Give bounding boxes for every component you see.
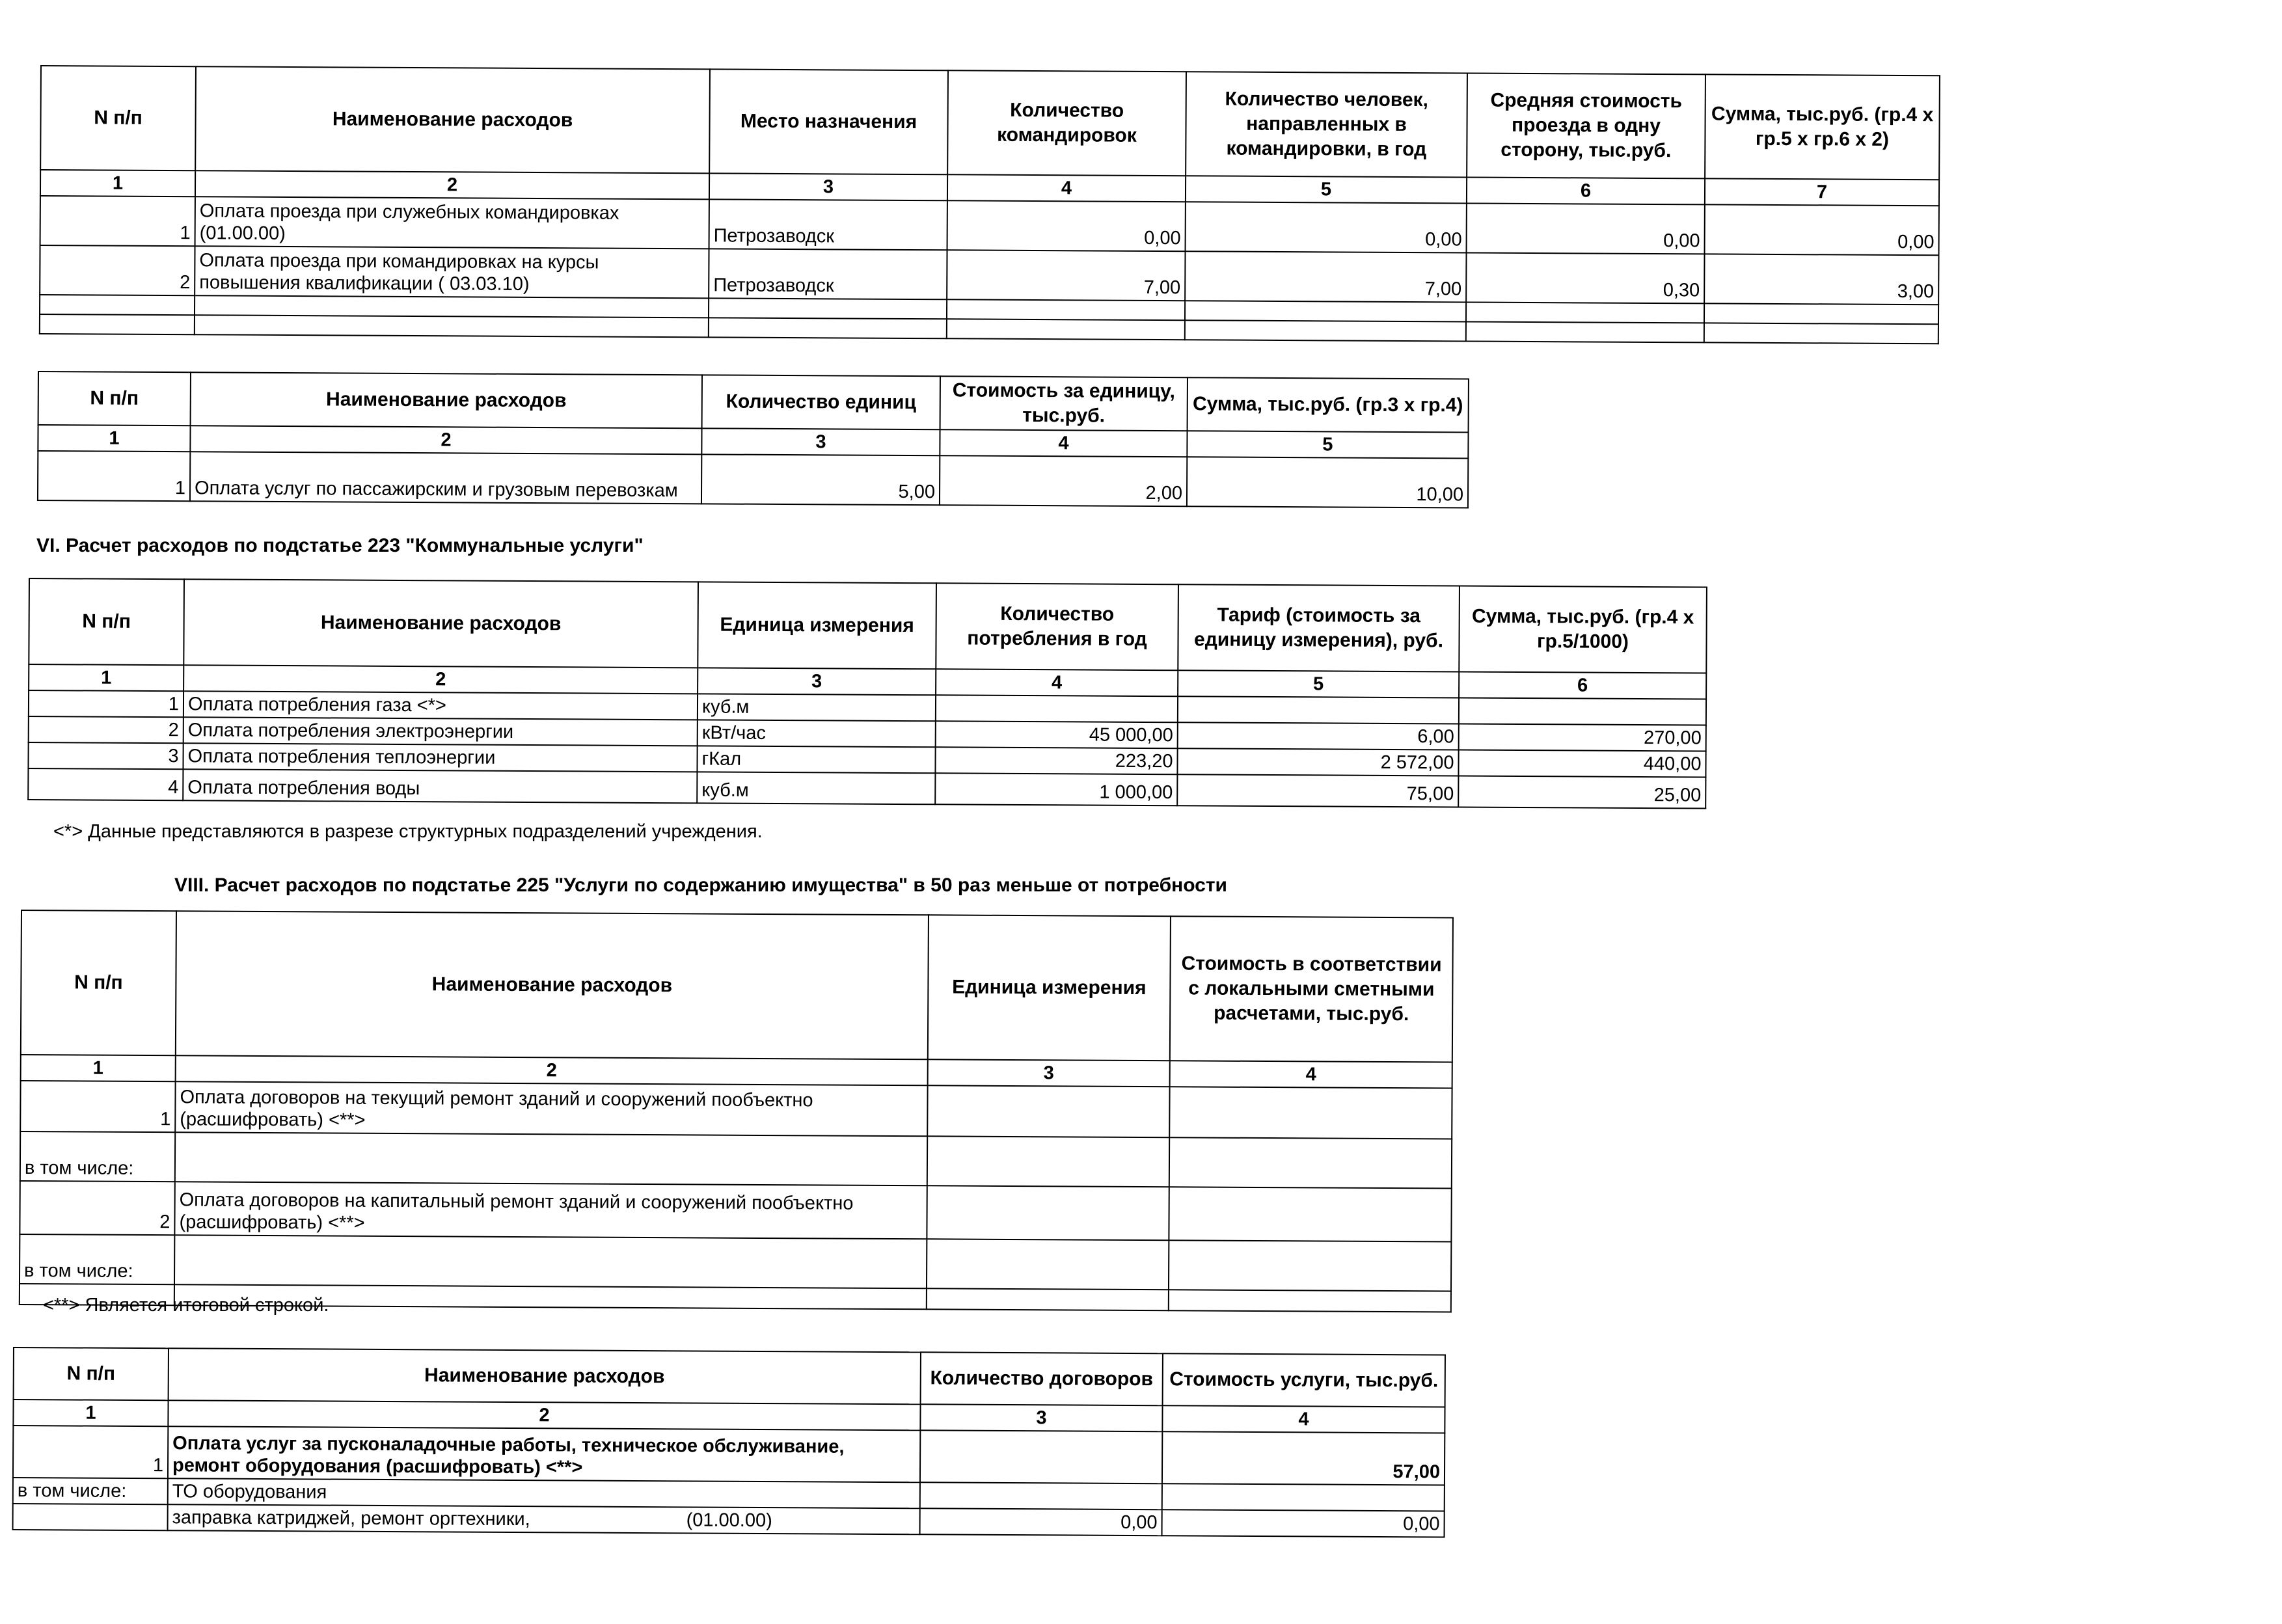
header-trips: Количество командировок (947, 70, 1186, 176)
section-8-title: VIII. Расчет расходов по подстатье 225 "Услуги по содержанию имущества" в 50 раз меньше от потребности (174, 874, 1227, 896)
header-qty: Количество договоров (921, 1352, 1163, 1405)
row-code: (01.00.00) (686, 1509, 772, 1532)
header-name: Наименование расходов (183, 579, 698, 668)
header-name: Наименование расходов (195, 66, 710, 173)
table-row: 1 Оплата услуг за пусконаладочные работы, техническое обслуживание, ремонт оборудования (расшифровать) <**> 57,00 (13, 1426, 1445, 1485)
col-number: 3 (701, 428, 940, 455)
col-number: 5 (1187, 431, 1468, 458)
col-number: 6 (1459, 672, 1706, 699)
section-6-title: VI. Расчет расходов по подстатье 223 "Коммунальные услуги" (36, 535, 644, 556)
header-people: Количество человек, направленных в командировки, в год (1186, 72, 1467, 177)
header-name: Наименование расходов (191, 372, 702, 428)
travel-expenses-table (39, 65, 1940, 344)
table-row: 3 Оплата потребления теплоэнергии гКал 223,20 2 572,00 440,00 (28, 742, 1705, 777)
col-number: 2 (168, 1400, 920, 1430)
header-name: Наименование расходов (169, 1348, 921, 1404)
header-cost: Средняя стоимость проезда в одну сторону, тыс.руб. (1467, 73, 1705, 178)
table-row: 1 Оплата потребления газа <*> куб.м (29, 690, 1706, 725)
header-place: Место назначения (709, 69, 948, 174)
table-row: в том числе: (20, 1131, 1452, 1189)
col-number: 5 (1186, 176, 1467, 203)
header-sum: Сумма, тыс.руб. (гр.4 х гр.5/1000) (1459, 586, 1707, 673)
table-row: 1 Оплата проезда при служебных командировках (01.00.00) Петрозаводск 0,00 0,00 0,00 0,00 (40, 196, 1939, 255)
col-number: 2 (190, 426, 701, 454)
col-number: 6 (1467, 177, 1705, 204)
col-number: 1 (38, 425, 190, 452)
header-unit: Единица измерения (698, 582, 936, 669)
col-number: 4 (936, 669, 1178, 696)
table-row: 2 Оплата проезда при командировках на курсы повышения квалификации ( 03.03.10) Петрозаводск 7,00 7,00 0,30 3,00 (40, 245, 1938, 304)
header-qty: Количество единиц (702, 375, 940, 429)
table-row: 2 Оплата потребления электроэнергии кВт/час 45 000,00 6,00 270,00 (29, 716, 1706, 751)
transport-services-table (37, 371, 1469, 509)
header-qty: Количество потребления в год (936, 583, 1178, 670)
col-number: 4 (940, 429, 1187, 457)
col-number: 3 (698, 668, 936, 695)
header-n: N п/п (40, 66, 196, 170)
table-row: в том числе: (20, 1234, 1451, 1292)
header-n: N п/п (21, 910, 176, 1055)
col-number: 3 (920, 1404, 1162, 1431)
col-number: 4 (1170, 1061, 1452, 1088)
col-number: 4 (1162, 1405, 1445, 1433)
header-n: N п/п (38, 372, 191, 426)
col-number: 4 (947, 174, 1186, 202)
col-number: 1 (21, 1055, 176, 1081)
table-row: 1 Оплата договоров на текущий ремонт зданий и сооружений пообъектно (расшифровать) <**> (20, 1081, 1452, 1139)
col-number: 1 (29, 664, 183, 691)
col-number: 5 (1178, 670, 1459, 697)
header-sum: Сумма, тыс.руб. (гр.3 х гр.4) (1188, 377, 1469, 432)
header-name: Наименование расходов (176, 911, 929, 1059)
header-n: N п/п (14, 1347, 169, 1400)
col-number: 2 (176, 1055, 928, 1085)
utilities-footnote: <*> Данные представляются в разрезе структурных подразделений учреждения. (53, 821, 763, 842)
table-row: 4 Оплата потребления воды куб.м 1 000,00 75,00 25,00 (28, 768, 1705, 808)
header-sum: Сумма, тыс.руб. (гр.4 х гр.5 х гр.6 х 2) (1705, 74, 1940, 180)
header-cost: Стоимость услуги, тыс.руб. (1163, 1353, 1445, 1407)
col-number: 7 (1705, 178, 1939, 206)
header-n: N п/п (29, 578, 184, 665)
col-number: 3 (928, 1059, 1170, 1087)
table-row: заправка катриджей, ремонт оргтехники, (01.00.00) 0,00 0,00 (13, 1504, 1445, 1537)
equipment-services-table (12, 1347, 1446, 1538)
col-number: 1 (13, 1400, 168, 1426)
utilities-table (27, 578, 1707, 809)
table-row: в том числе: ТО оборудования (13, 1478, 1445, 1511)
col-number: 2 (195, 170, 709, 199)
header-cost: Стоимость в соответствии с локальными сметными расчетами, тыс.руб. (1170, 916, 1453, 1062)
header-unit: Единица измерения (928, 915, 1171, 1061)
table-row: 1 Оплата услуг по пассажирским и грузовым перевозкам 5,00 2,00 10,00 (38, 451, 1468, 508)
header-price: Стоимость за единицу, тыс.руб. (940, 376, 1188, 431)
property-maintenance-table (19, 910, 1454, 1313)
col-number: 3 (709, 173, 947, 200)
row-name: заправка катриджей, ремонт оргтехники, (172, 1507, 530, 1530)
maintenance-footnote: <**> Является итоговой строкой. (43, 1295, 329, 1316)
col-number: 2 (183, 665, 698, 694)
table-row: 2 Оплата договоров на капитальный ремонт зданий и сооружений пообъектно (расшифровать) <**> (20, 1181, 1451, 1242)
header-tariff: Тариф (стоимость за единицу измерения), руб. (1178, 584, 1460, 671)
col-number: 1 (40, 170, 195, 196)
